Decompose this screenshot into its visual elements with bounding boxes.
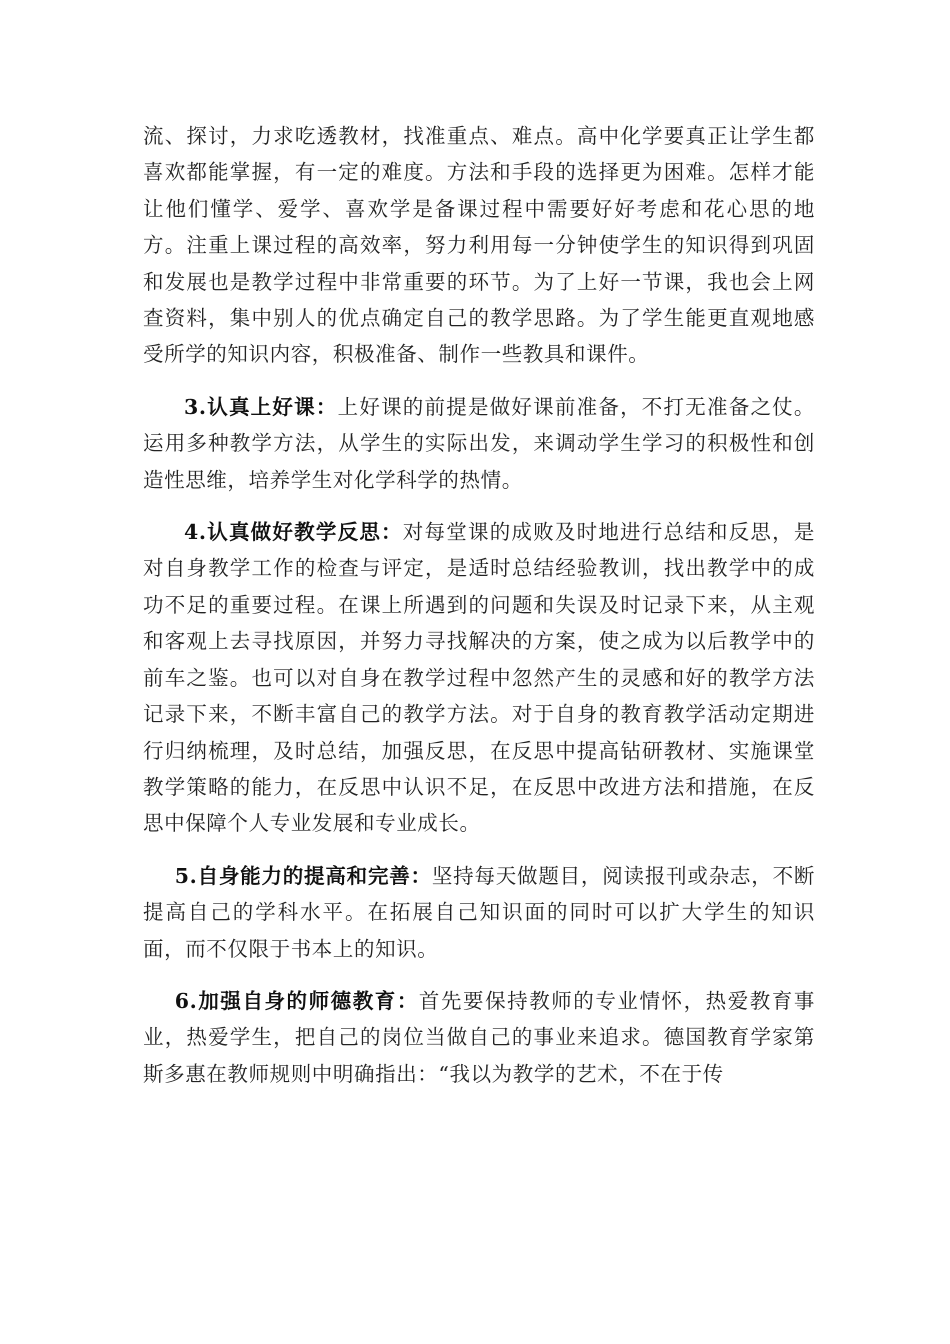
section-item-6: [143, 983, 815, 1092]
section-body: 首先要保持教师的专业情怀，热爱教育事业，热爱学生，把自己的岗位当做自己的事业来追求。德国教育学家第斯多惠在教师规则中明确指出：“我以为教学的艺术，不在于传: [143, 988, 815, 1086]
section-item-4: [143, 514, 815, 842]
section-body: 对每堂课的成败及时地进行总结和反思，是对自身教学工作的检查与评定，是适时总结经验教训，找出教学中的成功不足的重要过程。在课上所遇到的问题和失误及时记录下来，从主观和客观上去寻找原因，并努力寻找解决的方案，使之成为以后教学中的前车之鉴。也可以对自身在教学过程中忽然产生的灵感和好的教学方法记录下来，不断丰富自己的教学方法。对于自身的教育教学活动定期进行归纳梳理，及时总结，加强反思，在反思中提高钻研教材、实施课堂教学策略的能力，在反思中认识不足，在反思中改进方法和措施，在反思中保障个人专业发展和专业成长。: [143, 520, 815, 836]
section-item-5: [143, 858, 815, 967]
intro-paragraph: 流、探讨，力求吃透教材，找准重点、难点。高中化学要真正让学生都喜欢都能掌握，有一定的难度。方法和手段的选择更为困难。怎样才能让他们懂学、爱学、喜欢学是备课过程中需要好好考虑和花心思的地方。注重上课过程的高效率，努力利用每一分钟使学生的知识得到巩固和发展也是教学过程中非常重要的环节。为了上好一节课，我也会上网查资料，集中别人的优点确定自己的教学思路。为了学生能更直观地感受所学的知识内容，积极准备、制作一些教具和课件。: [143, 124, 815, 367]
section-body: 坚持每天做题目，阅读报刊或杂志，不断提高自己的学科水平。在拓展自己知识面的同时可以扩大学生的知识面，而不仅限于书本上的知识。: [143, 863, 815, 961]
section-item-3: [143, 389, 815, 498]
document-page: [143, 118, 815, 1092]
section-heading: 4.认真做好教学反思：: [184, 520, 403, 545]
section-body: 上好课的前提是做好课前准备，不打无准备之仗。运用多种教学方法，从学生的实际出发，来调动学生学习的积极性和创造性思维，培养学生对化学科学的热情。: [143, 394, 816, 492]
section-heading: 5.自身能力的提高和完善：: [174, 863, 432, 888]
section-heading: 6.加强自身的师德教育：: [174, 988, 419, 1013]
section-heading: 3.认真上好课：: [184, 394, 338, 419]
